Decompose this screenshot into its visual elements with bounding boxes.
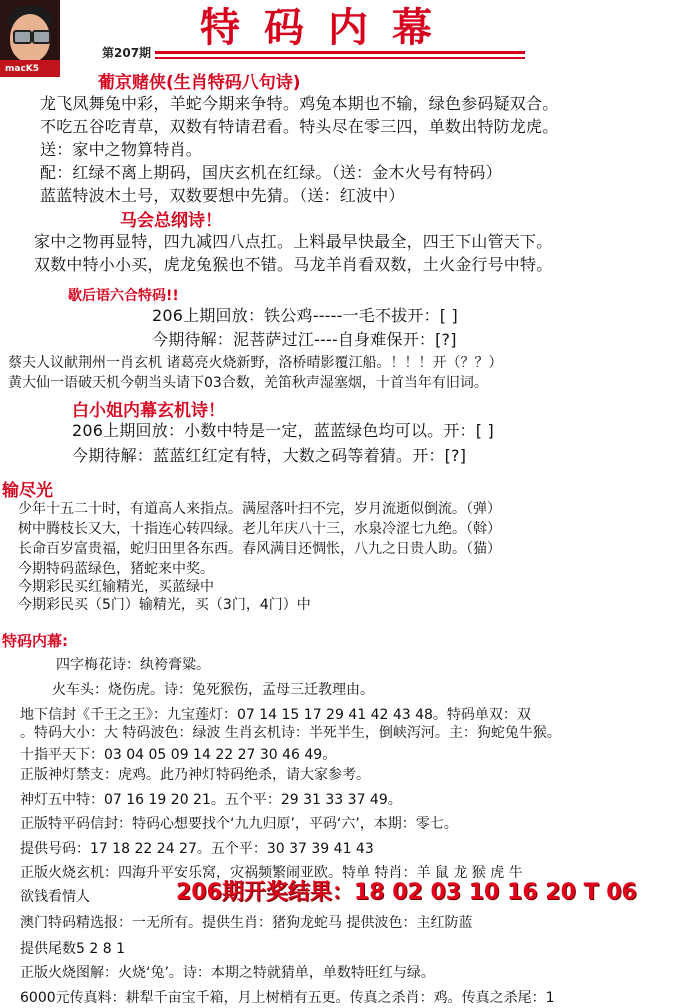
info-line: 提供号码：17 18 22 24 27。五个平：30 37 39 41 43 (20, 841, 374, 857)
info-line: 提供尾数5 2 8 1 (20, 941, 125, 957)
poem-line: 配：红绿不离上期码，国庆玄机在红绿。（送：金木火号有特码） (40, 163, 502, 182)
info-line: 十指平天下：03 04 05 09 14 22 27 30 46 49。 (20, 747, 337, 763)
poem-line: 不吃五谷吃青草，双数有特请君看。特头尽在零三四，单数出特防龙虎。 (40, 117, 559, 136)
info-line: 6000元传真料：耕犁千亩宝千箱，月上树梢有五更。传真之杀肖：鸡。传真之杀尾：1 (20, 990, 555, 1006)
section-title-shujinguang: 输尽光 (2, 481, 53, 501)
info-line: 欲钱看情人 (20, 889, 90, 905)
poem-line: 长命百岁富贵福，蛇归田里各东西。春风满目还惆怅，八九之日贵人助。（猫） (18, 541, 501, 557)
recap-line: 206上期回放：小数中特是一定，蓝蓝绿色均可以。开：[ ] (72, 421, 494, 440)
poem-line: 树中腾枝长又大，十指连心转四绿。老儿年庆八十三，水泉冷涩七九绝。（斡） (18, 521, 501, 537)
riddle-line: 今期待解：蓝蓝红红定有特，大数之码等着猜。开：[?] (72, 446, 467, 465)
avatar-glasses-left (13, 30, 32, 44)
section-title-temaneimu: 特码内幕: (2, 632, 68, 650)
issue-number: 第207期 (102, 46, 152, 60)
avatar-glasses-right (32, 30, 51, 44)
info-line: 。特码大小：大 特码波色：绿波 生肖玄机诗：半死半生，倒峡泻河。主：狗蛇兔牛猴。 (20, 725, 561, 741)
info-line: 地下信封《千王之王》：九宝莲灯：07 14 15 17 29 41 42 43 48。特码单双：双 (20, 707, 531, 723)
title-underline (155, 51, 525, 54)
info-line: 神灯五中特：07 16 19 20 21。五个平：29 31 33 37 49。 (20, 792, 402, 808)
poem-line: 双数中特小小买，虎龙兔猴也不错。马龙羊肖看双数，土火金行号中特。 (34, 255, 553, 274)
poem-line: 少年十五二十时，有道高人来指点。满屋落叶扫不完，岁月流逝似倒流。（弹） (18, 501, 501, 517)
avatar-tag: macK5 (5, 64, 40, 74)
section-title-mahui: 马会总纲诗！ (120, 211, 222, 231)
section-title-putuo: 葡京赌侠(生肖特码八句诗) (98, 73, 301, 93)
info-line: 正版特平码信封：特码心想要找个‘九九归原’，平码‘六’，本期：零七。 (20, 816, 458, 832)
poem-line: 送：家中之物算特肖。 (40, 140, 203, 159)
info-line: 澳门特码精选报：一无所有。提供生肖：猪狗龙蛇马 提供波色：主红防蓝 (20, 915, 473, 931)
section-title-baixiaojie: 白小姐内幕玄机诗！ (72, 401, 225, 421)
info-line: 正版神灯禁支：虎鸡。此乃神灯特码绝杀，请大家参考。 (20, 767, 370, 783)
section-title-xiehouyu: 歇后语六合特码!! (68, 288, 179, 304)
info-line: 正版火烧图解：火烧‘兔’。诗：本期之特就猜单，单数特旺红与绿。 (20, 965, 435, 981)
tip-line: 今期特码蓝绿色，猪蛇来中奖。 (18, 561, 214, 577)
recap-line: 206上期回放：铁公鸡-----一毛不拔开：[ ] (152, 306, 458, 325)
page-title: 特码内幕 (200, 4, 456, 51)
hint-line: 蔡夫人议献荆州一肖玄机 诸葛亮火烧新野，洛桥晴影覆江船。！！！开（？？） (8, 355, 503, 371)
draw-result-banner: 206期开奖结果：18 02 03 10 16 20 T 06 (176, 880, 637, 905)
tip-line: 今期彩民买（5门）输精光，买（3门，4门）中 (18, 597, 311, 613)
riddle-line: 今期待解：泥菩萨过江----自身难保开：[?] (152, 330, 457, 349)
avatar (0, 0, 60, 77)
info-line: 火车头：烧伤虎。诗：兔死猴伤，孟母三迁教理由。 (52, 682, 374, 698)
hint-line: 黄大仙一语破天机今朝当头请下03合数，羌笛秋声湿塞烟，十首当年有旧词。 (8, 375, 488, 391)
poem-line: 家中之物再显特，四九减四八点扛。上料最早快最全，四王下山管天下。 (34, 232, 553, 251)
info-line: 正版火烧玄机：四海升平安乐窝，灾祸频繁闹亚欧。特单 特肖：羊 鼠 龙 猴 虎 牛 (20, 865, 523, 881)
info-line: 四字梅花诗：纨袴膏粱。 (56, 657, 210, 673)
poem-line: 蓝蓝特波木土号，双数要想中先猜。（送：红波中） (40, 186, 405, 205)
poem-line: 龙飞凤舞兔中彩，羊蛇今期来争特。鸡兔本期也不输，绿色参码疑双合。 (40, 94, 559, 113)
title-underline-thin (155, 57, 525, 59)
tip-line: 今期彩民买红输精光，买蓝绿中 (18, 579, 214, 595)
